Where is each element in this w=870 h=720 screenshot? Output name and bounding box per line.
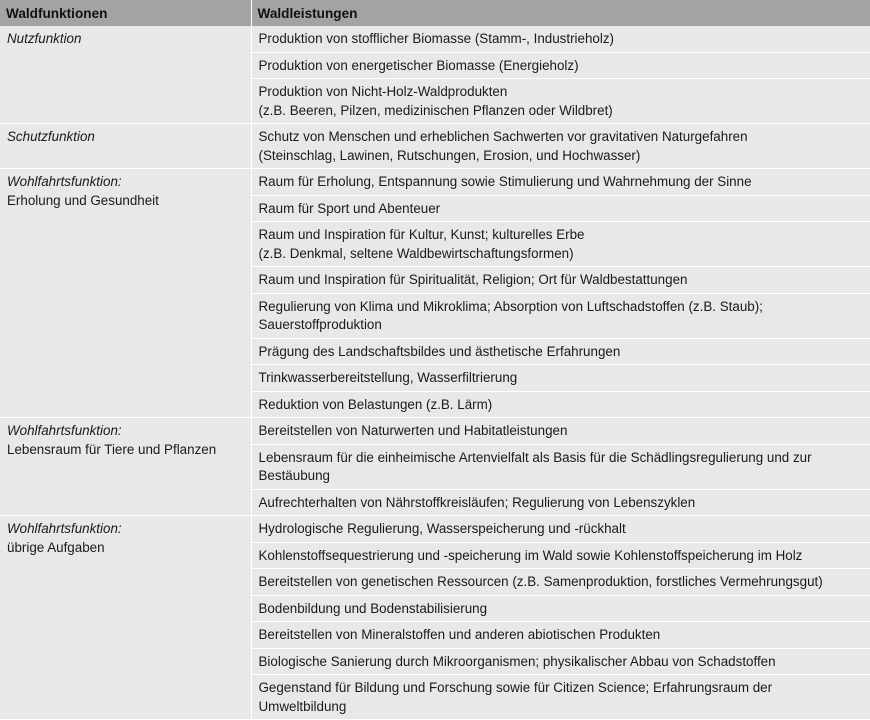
service-cell: Bereitstellen von genetischen Ressourcen (z.B. Samenproduktion, forstliches Vermehrungsgut)	[251, 569, 870, 596]
header-waldleistungen: Waldleistungen	[251, 0, 870, 26]
function-cell	[0, 26, 251, 124]
service-cell: Lebensraum für die einheimische Artenvielfalt als Basis für die Schädlingsregulierung und zur Bestäubung	[251, 444, 870, 489]
function-cell	[0, 516, 251, 720]
header-waldfunktionen: Waldfunktionen	[0, 0, 251, 26]
service-cell: Raum für Erholung, Entspannung sowie Stimulierung und Wahrnehmung der Sinne	[251, 169, 870, 196]
service-cell: Produktion von energetischer Biomasse (Energieholz)	[251, 52, 870, 79]
service-cell: Bereitstellen von Mineralstoffen und anderen abiotischen Produkten	[251, 622, 870, 649]
table-row	[0, 26, 870, 52]
table-row	[0, 124, 870, 169]
table-row	[0, 418, 870, 445]
service-cell: Gegenstand für Bildung und Forschung sowie für Citizen Science; Erfahrungsraum der Umweltbildung	[251, 675, 870, 720]
service-cell: Raum für Sport und Abenteuer	[251, 195, 870, 222]
service-cell: Kohlenstoffsequestrierung und -speicherung im Wald sowie Kohlenstoffspeicherung im Holz	[251, 542, 870, 569]
function-title: Wohlfahrtsfunktion:	[7, 423, 122, 438]
function-title: Schutzfunktion	[7, 129, 95, 144]
function-cell	[0, 124, 251, 169]
function-cell	[0, 169, 251, 418]
service-cell: Bodenbildung und Bodenstabilisierung	[251, 595, 870, 622]
function-cell	[0, 418, 251, 516]
service-cell: Prägung des Landschaftsbildes und ästhetische Erfahrungen	[251, 338, 870, 365]
function-title: Nutzfunktion	[7, 31, 82, 46]
service-cell: Aufrechterhalten von Nährstoffkreisläufen; Regulierung von Lebenszyklen	[251, 489, 870, 516]
service-cell: Produktion von stofflicher Biomasse (Stamm-, Industrieholz)	[251, 26, 870, 52]
function-subtitle: übrige Aufgaben	[7, 539, 105, 555]
table-body	[0, 26, 870, 720]
function-title: Wohlfahrtsfunktion:	[7, 521, 122, 536]
service-cell: Biologische Sanierung durch Mikroorganismen; physikalischer Abbau von Schadstoffen	[251, 648, 870, 675]
service-cell: Produktion von Nicht-Holz-Waldprodukten (z.B. Beeren, Pilzen, medizinischen Pflanzen oder Wildbret)	[251, 79, 870, 124]
service-cell: Reduktion von Belastungen (z.B. Lärm)	[251, 391, 870, 418]
service-cell: Schutz von Menschen und erheblichen Sachwerten vor gravitativen Naturgefahren (Steinschlag, Lawinen, Rutschungen, Erosion, und Hochwasser)	[251, 124, 870, 169]
function-subtitle: Lebensraum für Tiere und Pflanzen	[7, 441, 217, 457]
service-cell: Raum und Inspiration für Kultur, Kunst; kulturelles Erbe (z.B. Denkmal, seltene Waldbewirtschaftungsformen)	[251, 222, 870, 267]
table-header-row	[0, 0, 870, 26]
service-cell: Regulierung von Klima und Mikroklima; Absorption von Luftschadstoffen (z.B. Staub); Sauerstoffproduktion	[251, 293, 870, 338]
function-subtitle: Erholung und Gesundheit	[7, 192, 159, 208]
function-title: Wohlfahrtsfunktion:	[7, 174, 122, 189]
service-cell: Hydrologische Regulierung, Wasserspeicherung und -rückhalt	[251, 516, 870, 543]
table-row	[0, 169, 870, 196]
service-cell: Raum und Inspiration für Spiritualität, Religion; Ort für Waldbestattungen	[251, 267, 870, 294]
table-row	[0, 516, 870, 543]
service-cell: Bereitstellen von Naturwerten und Habitatleistungen	[251, 418, 870, 445]
service-cell: Trinkwasserbereitstellung, Wasserfiltrierung	[251, 365, 870, 392]
